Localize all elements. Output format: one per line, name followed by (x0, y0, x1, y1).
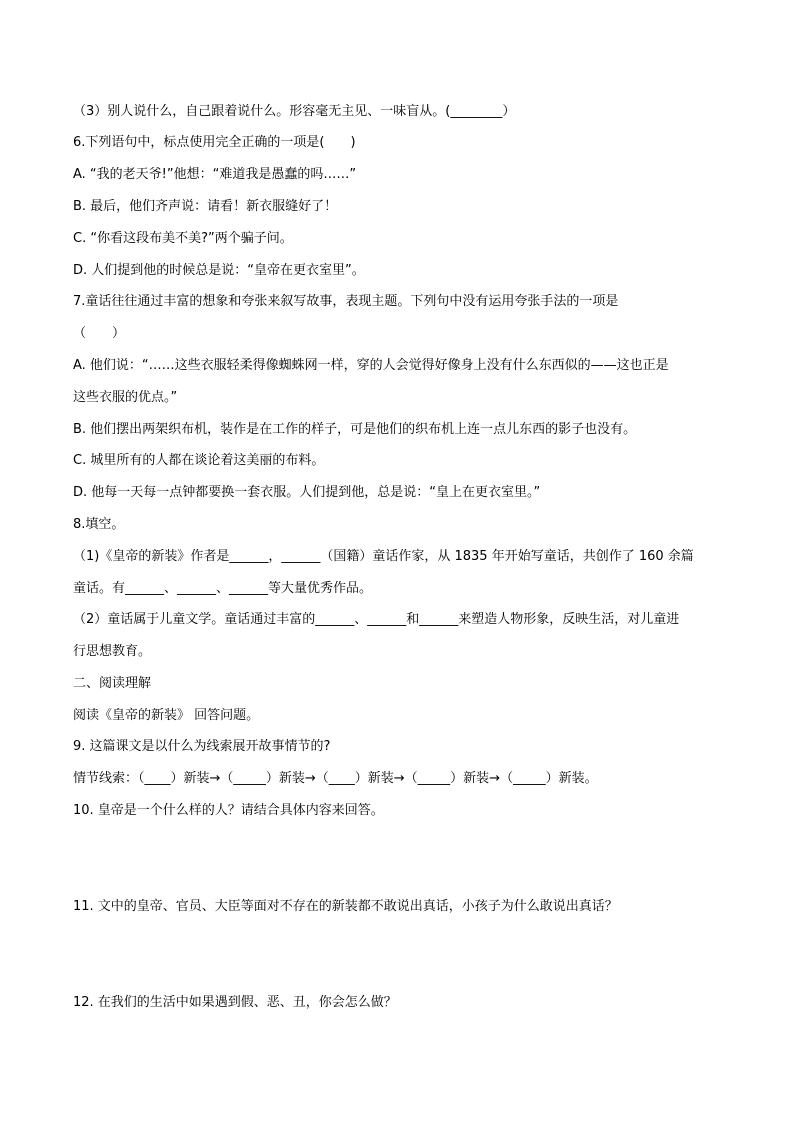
question-6-option-c: C. “你看这段布美不美?”两个骗子问。 (73, 231, 293, 246)
reading-instruction: 阅读《皇帝的新装》 回答问题。 (73, 708, 260, 723)
section-heading-reading: 二、阅读理解 (73, 676, 152, 691)
question-11-stem: 11. 文中的皇帝、官员、大臣等面对不存在的新装都不敢说出真话，小孩子为什么敢说出真话？ (73, 899, 618, 914)
question-7-option-d: D. 他每一天每一点钟都要换一套衣服。人们提到他，总是说：“皇上在更衣室里。” (73, 485, 541, 500)
question-8-item-1-continued: 童话。有______、______、______等大量优秀作品。 (73, 581, 373, 596)
question-6-option-b: B. 最后，他们齐声说：请看！新衣服缝好了！ (73, 199, 338, 214)
question-7-option-c: C. 城里所有的人都在谈论着这美丽的布料。 (73, 453, 325, 468)
question-8-item-1: （1)《皇帝的新装》作者是______，______（国籍）童话作家，从 1835 年开始写童话，共创作了 160 余篇 (73, 549, 694, 564)
question-7-option-a-continued: 这些衣服的优点。” (73, 390, 178, 405)
question-8-item-2: （2）童话属于儿童文学。童话通过丰富的______、______和______来塑造人物形象，反映生活，对儿童进 (73, 612, 680, 627)
question-6-option-a: A. “我的老天爷!”他想：“难道我是愚蠢的吗……” (73, 167, 357, 182)
question-5-item-3: （3）别人说什么，自己跟着说什么。形容毫无主见、一味盲从。(________） (73, 104, 516, 119)
question-8-stem: 8.填空。 (73, 517, 125, 532)
question-7-option-a: A. 他们说：“……这些衣服轻柔得像蜘蛛网一样，穿的人会觉得好像身上没有什么东西似的——这也正是 (73, 358, 669, 373)
question-7-stem: 7.童话往往通过丰富的想象和夸张来叙写故事，表现主题。下列句中没有运用夸张手法的一项是 (73, 294, 619, 309)
question-9-stem: 9. 这篇课文是以什么为线索展开故事情节的? (73, 739, 331, 754)
question-10-stem: 10. 皇帝是一个什么样的人？请结合具体内容来回答。 (73, 803, 384, 818)
question-6-stem: 6.下列语句中，标点使用完全正确的一项是( ) (73, 135, 356, 150)
question-7-option-b: B. 他们摆出两架织布机，装作是在工作的样子，可是他们的织布机上连一点儿东西的影子也没有。 (73, 422, 637, 437)
question-6-option-d: D. 人们提到他的时候总是说：“皇帝在更衣室里”。 (73, 263, 365, 278)
question-9-plot-clue: 情节线索：（____）新装→（_____）新装→（____）新装→（_____）新装→（_____）新装。 (73, 771, 598, 786)
question-7-answer-bracket: （ ） (73, 326, 126, 341)
question-12-stem: 12. 在我们的生活中如果遇到假、恶、丑，你会怎么做？ (73, 995, 397, 1010)
question-8-item-2-continued: 行思想教育。 (73, 644, 152, 659)
